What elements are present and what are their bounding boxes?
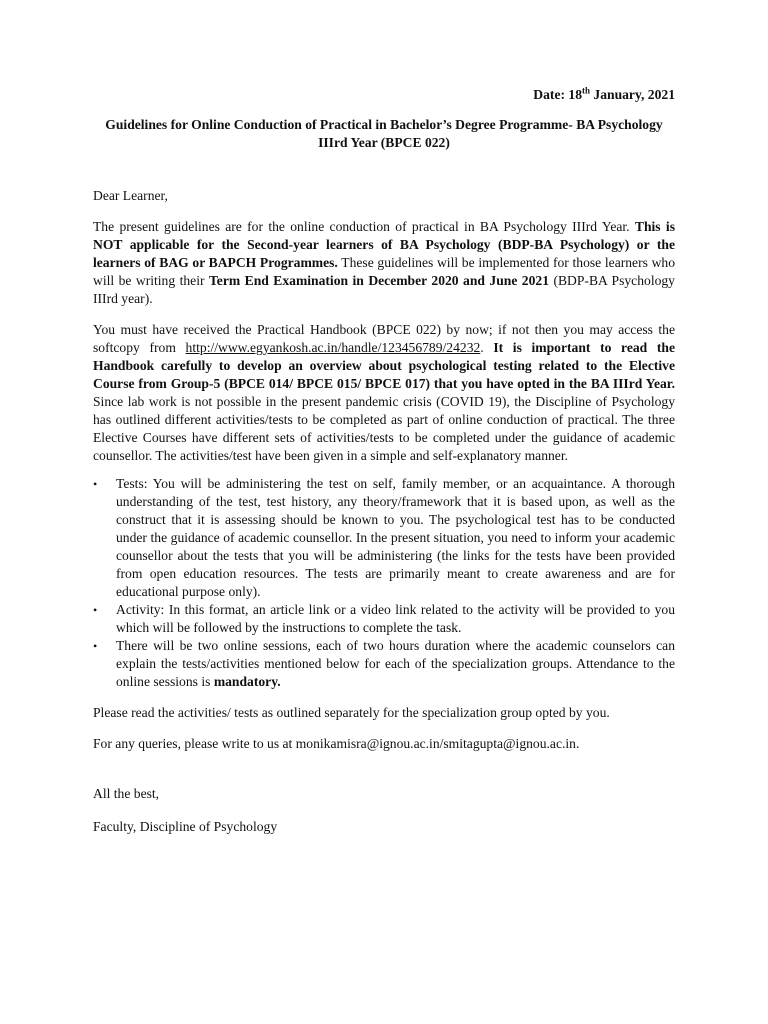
handbook-bold: It is important to read the Handbook carefully to develop an overview about psychological testing related to the Elective Course from Group-5 (BPCE 014/ BPCE 015/ BPCE 017) that you have opted in the BA IIIrd Year.	[93, 340, 675, 391]
paragraph-queries: For any queries, please write to us at monikamisra@ignou.ac.in/smitagupta@ignou.ac.in.	[93, 736, 580, 751]
intro-bold-2: Term End Examination in December 2020 and June 2021	[208, 273, 549, 288]
handbook-text-3: Since lab work is not possible in the present pandemic crisis (COVID 19), the Discipline of Psychology has outlined different activities/tests to be completed as part of online conduction of practical. The three Elective Courses have different sets of activities/tests to be completed under the guidance of academic counsellor. The activities/test have been given in a simple and self-explanatory manner.	[93, 394, 675, 463]
handbook-text-1: You must have received the Practical Handbook (BPCE 022) by now; if not then you may access the softcopy from	[93, 322, 675, 355]
date-superscript: th	[582, 85, 591, 96]
intro-text-2: These guidelines will be implemented for those learners who will be writing their	[93, 255, 676, 288]
intro-text-1: The present guidelines are for the online conduction of practical in BA Psychology IIIrd Year.	[93, 219, 635, 234]
paragraph-read-activities: Please read the activities/ tests as outlined separately for the specialization group opted by you.	[93, 705, 610, 720]
document-title: Guidelines for Online Conduction of Practical in Bachelor’s Degree Programme- BA Psychology IIIrd Year (BPCE 022)	[105, 117, 663, 150]
signoff: All the best,	[93, 786, 160, 801]
date-suffix: January, 2021	[590, 87, 675, 102]
list-item-text: Tests: You will be administering the test on self, family member, or an acquaintance. A thorough understanding of the test, test history, any theory/framework that it is based upon, as well as the construct that it is assessing should be known to you. The psychological test has to be conducted under the guidance of academic counsellor. In the present situation, you need to inform your academic counsellor about the tests that you will be administering (the links for the tests have been provided from open education resources. The tests are primarily meant to create awareness and are for educational purpose only).	[116, 476, 675, 599]
intro-text-3: (BDP-BA Psychology IIIrd year).	[93, 273, 675, 306]
document-page	[93, 86, 675, 836]
list-item-tests	[93, 475, 675, 601]
paragraph-handbook	[93, 321, 675, 465]
bullet-icon: •	[93, 603, 98, 617]
letter-date	[93, 86, 675, 104]
signature: Faculty, Discipline of Psychology	[93, 819, 278, 834]
bullet-icon: •	[93, 639, 98, 653]
list-item-text: Activity: In this format, an article link or a video link related to the activity will be provided to you which will be followed by the instructions to complete the task.	[116, 602, 675, 635]
salutation: Dear Learner,	[93, 188, 168, 203]
guidelines-list	[93, 475, 675, 691]
egyankosh-link[interactable]: http://www.egyankosh.ac.in/handle/123456789/24232	[185, 340, 481, 355]
bullet-icon: •	[93, 477, 98, 491]
list-item-text: There will be two online sessions, each of two hours duration where the academic counselors can explain the tests/activities mentioned below for each of the specialization groups. Attendance to the online sessions is	[116, 638, 675, 689]
intro-bold-1: This is NOT applicable for the Second-year learners of BA Psychology (BDP-BA Psychology) or the learners of BAG or BAPCH Programmes.	[93, 219, 675, 270]
paragraph-intro	[93, 218, 675, 308]
date-prefix: Date: 18	[533, 87, 582, 102]
mandatory-text: mandatory.	[213, 674, 281, 689]
handbook-text-2: .	[480, 340, 494, 355]
list-item-sessions	[93, 637, 675, 691]
list-item-activity	[93, 601, 675, 637]
